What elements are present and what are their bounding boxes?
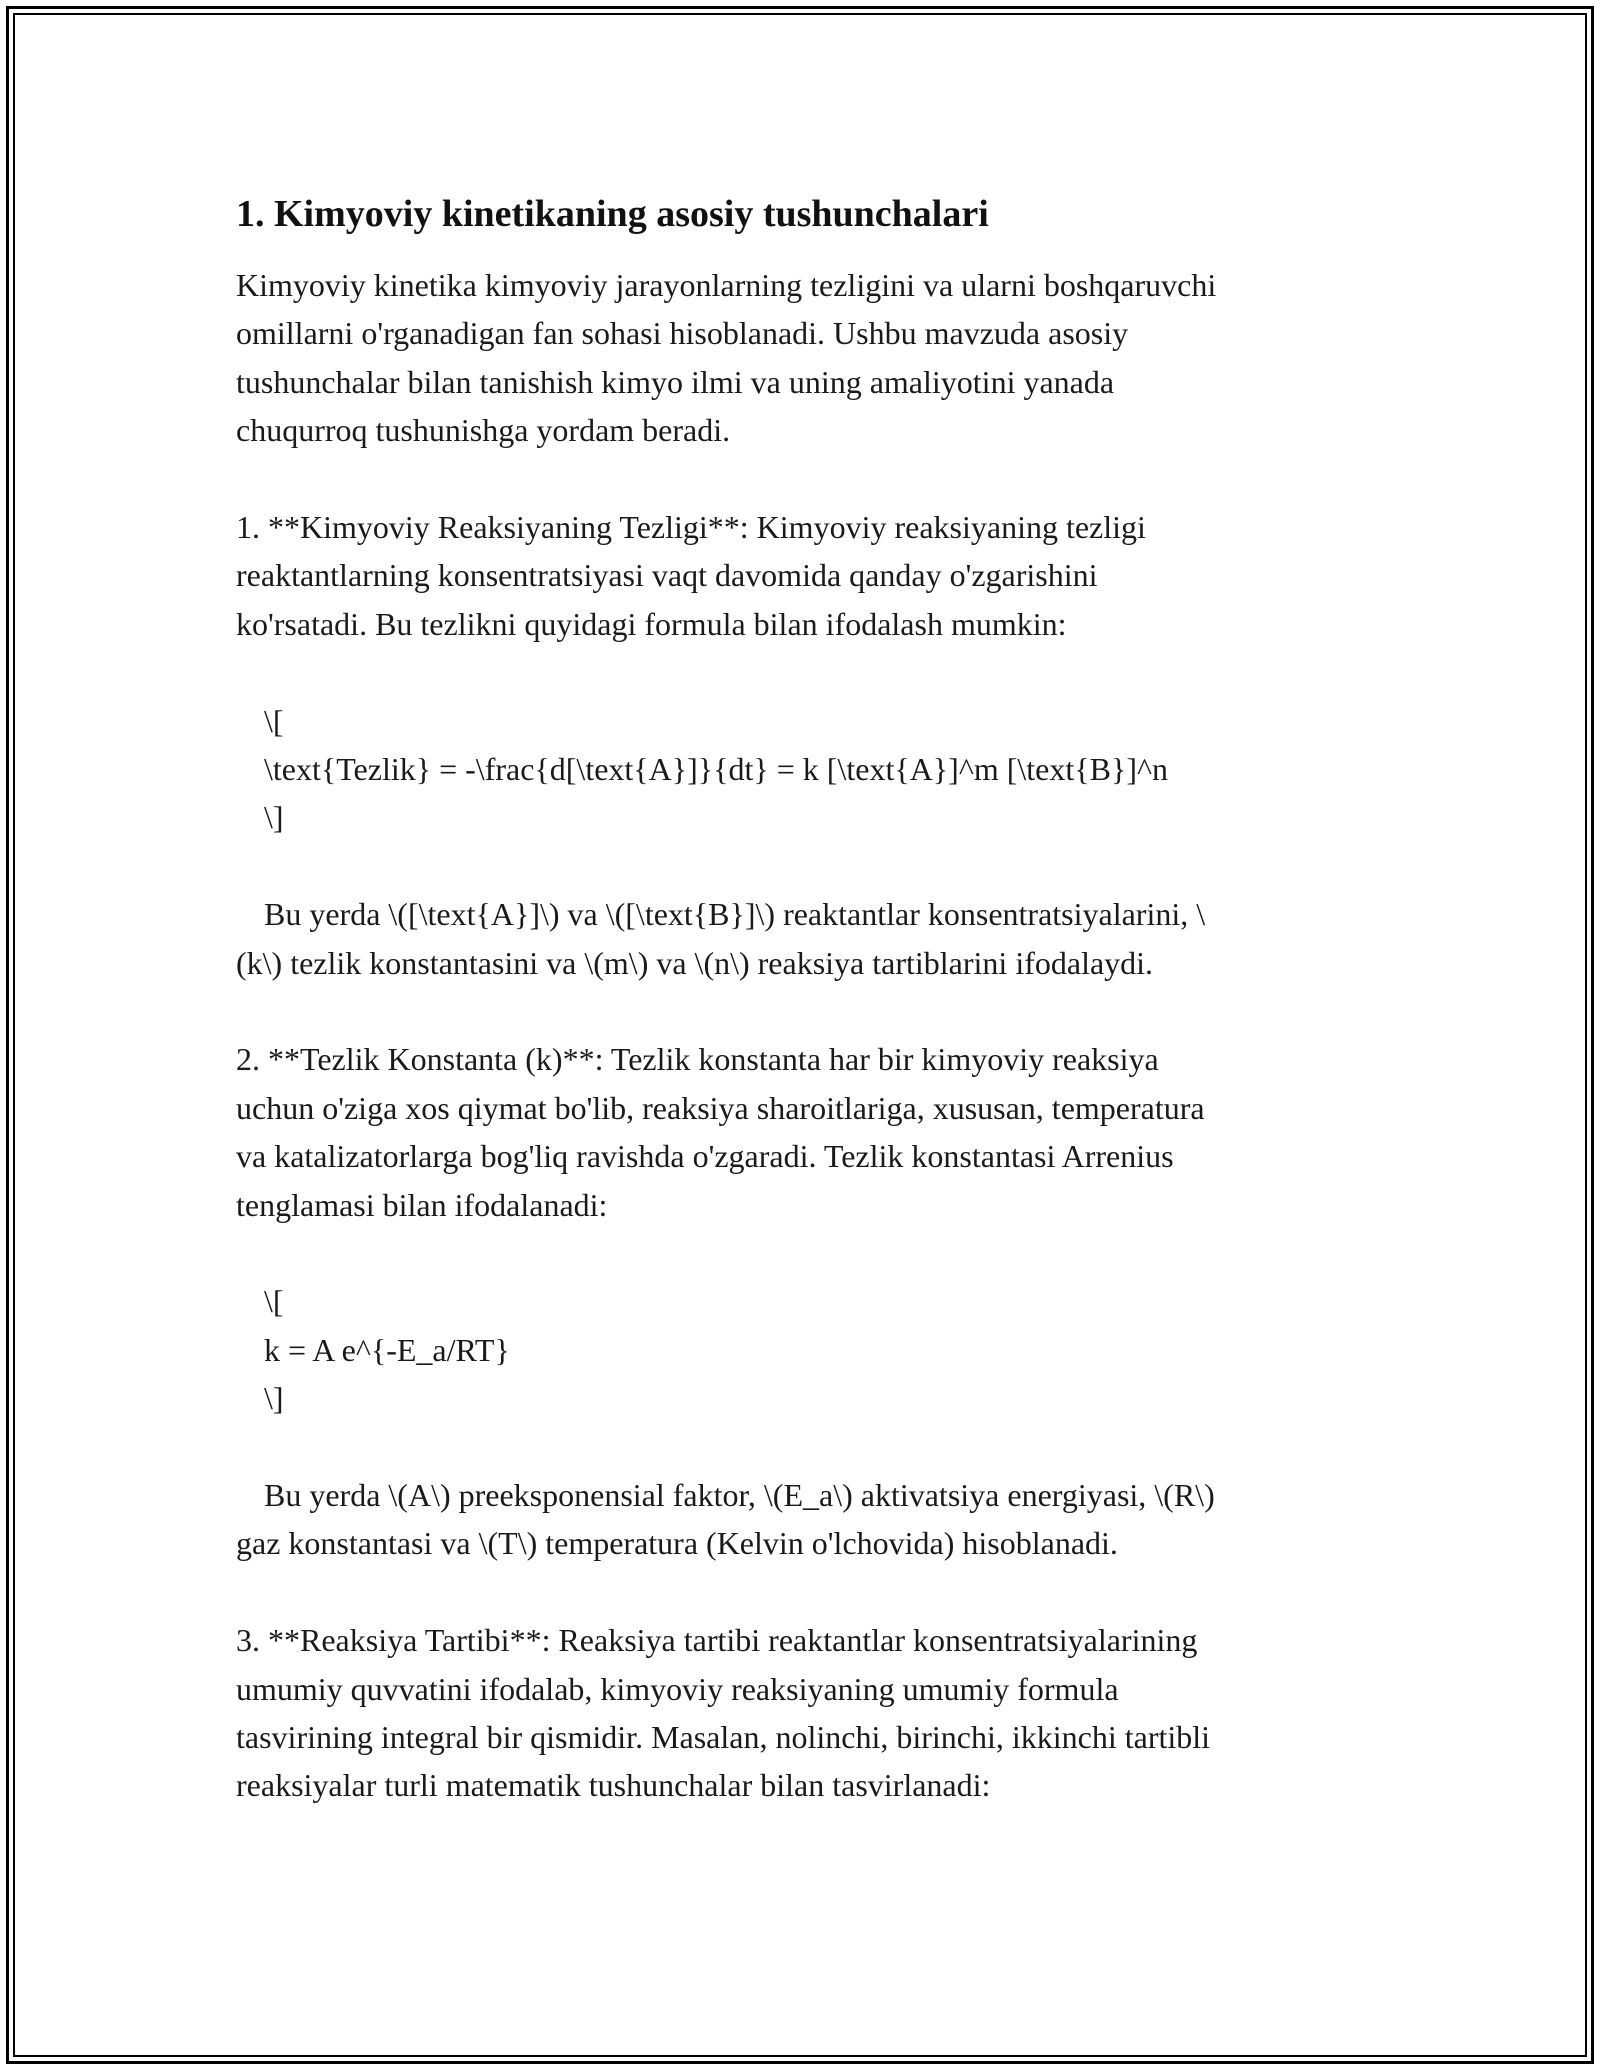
page-title: 1. Kimyoviy kinetikaning asosiy tushunchalari (236, 193, 989, 235)
formula-line: \[ (264, 702, 284, 739)
section-constant-paragraph (236, 1035, 1366, 1229)
text-line: uchun o'ziga xos qiymat bo'lib, reaksiya sharoitlariga, xususan, temperatura (236, 1089, 1205, 1126)
text-line: 2. **Tezlik Konstanta (k)**: Tezlik konstanta har bir kimyoviy reaksiya (236, 1041, 1159, 1078)
text-line: omillarni o'rganadigan fan sohasi hisoblanadi. Ushbu mavzuda asosiy (236, 315, 1129, 352)
text-line: va katalizatorlarga bog'liq ravishda o'zgaradi. Tezlik konstantasi Arrenius (236, 1138, 1174, 1175)
text-line: Kimyoviy kinetika kimyoviy jarayonlarning tezligini va ularni boshqaruvchi (236, 267, 1217, 303)
document-body (236, 188, 1366, 1810)
text-line: chuqurroq tushunishga yordam beradi. (236, 412, 731, 449)
text-line: (k\) tezlik konstantasini va \(m\) va \(n\) reaksiya tartiblarini ifodalaydi. (236, 944, 1154, 981)
text-line: 3. **Reaksiya Tartibi**: Reaksiya tartibi reaktantlar konsentratsiyalarining (236, 1622, 1198, 1659)
arrhenius-formula (236, 1277, 1366, 1422)
formula-line: k = A e^{-E_a/RT} (264, 1331, 510, 1368)
formula-line: \] (264, 799, 284, 836)
section-order-paragraph (236, 1616, 1366, 1810)
intro-paragraph (236, 261, 1366, 455)
text-line: ko'rsatadi. Bu tezlikni quyidagi formula bilan ifodalash mumkin: (236, 605, 1067, 642)
formula-line: \] (264, 1380, 284, 1417)
text-line: umumiy quvvatini ifodalab, kimyoviy reaksiyaning umumiy formula (236, 1670, 1119, 1707)
section-rate-paragraph (236, 503, 1366, 648)
text-line: 1. **Kimyoviy Reaksiyaning Tezligi**: Kimyoviy reaksiyaning tezligi (236, 509, 1146, 546)
formula-line: \[ (264, 1283, 284, 1320)
text-line: tenglamasi bilan ifodalanadi: (236, 1186, 608, 1223)
text-line: reaksiyalar turli matematik tushunchalar bilan tasvirlanadi: (236, 1767, 991, 1804)
text-line: reaktantlarning konsentratsiyasi vaqt davomida qanday o'zgarishini (236, 557, 1098, 594)
formula-line: \text{Tezlik} = -\frac{d[\text{A}]}{dt} = k [\text{A}]^m [\text{B}]^n (264, 751, 1168, 788)
rate-formula (236, 697, 1366, 842)
arrhenius-explanation (236, 1471, 1366, 1568)
text-line: Bu yerda \(A\) preeksponensial faktor, \(E_a\) aktivatsiya energiyasi, \(R\) (264, 1477, 1215, 1514)
text-line: Bu yerda \([\text{A}]\) va \([\text{B}]\) reaktantlar konsentratsiyalarini, \ (264, 896, 1206, 933)
rate-explanation (236, 890, 1366, 987)
text-line: tushunchalar bilan tanishish kimyo ilmi va uning amaliyotini yanada (236, 363, 1115, 400)
text-line: tasvirining integral bir qismidir. Masalan, nolinchi, birinchi, ikkinchi tartibli (236, 1719, 1211, 1756)
text-line: gaz konstantasi va \(T\) temperatura (Kelvin o'lchovida) hisoblanadi. (236, 1525, 1118, 1562)
